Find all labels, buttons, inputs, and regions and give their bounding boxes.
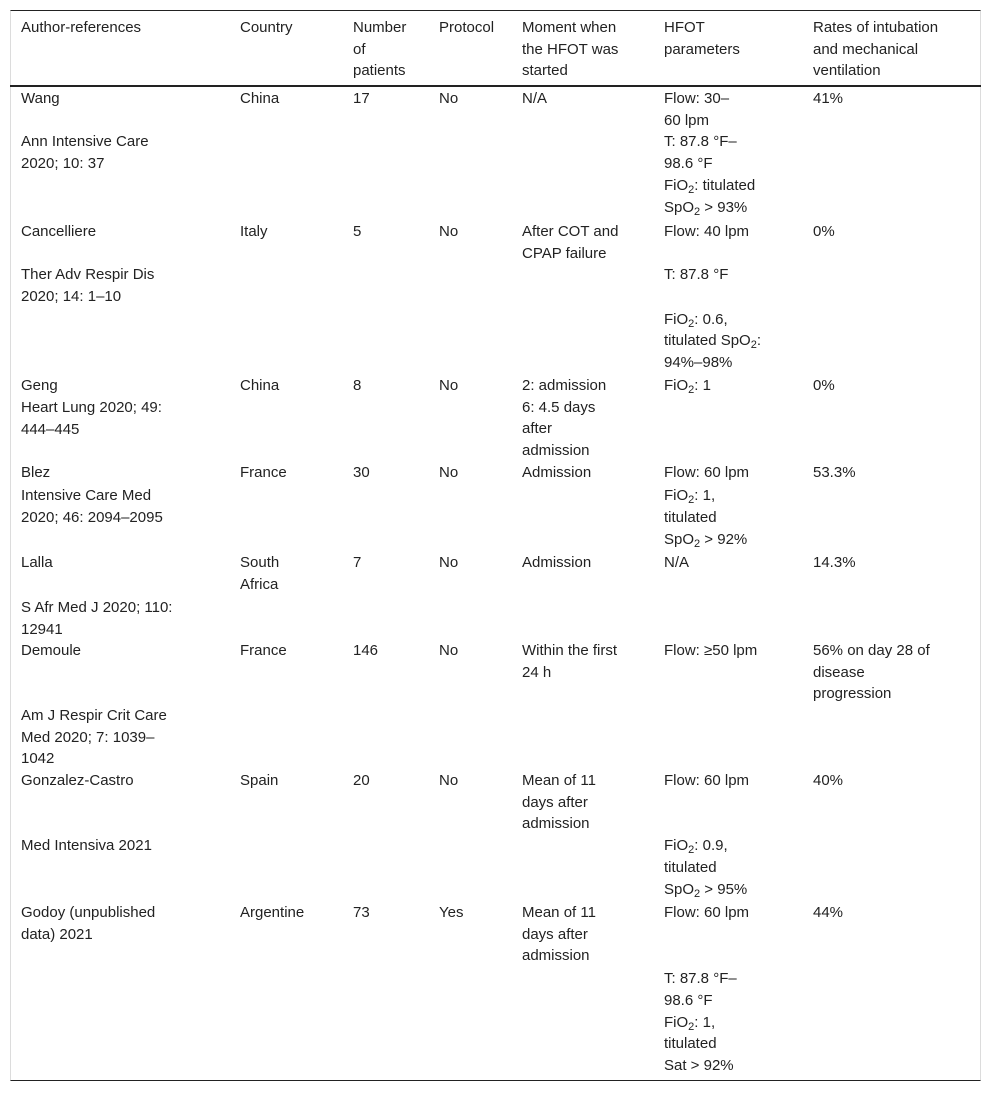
- moment-cell: Admission: [522, 464, 592, 481]
- rates-cell: 53.3%: [813, 464, 856, 481]
- rates-cell: 44%: [813, 904, 844, 921]
- author-reference: Heart Lung 2020; 49:: [21, 399, 162, 416]
- author-name: data) 2021: [21, 926, 93, 943]
- header-patients: of: [353, 40, 366, 58]
- moment-cell: admission: [522, 441, 590, 459]
- hfot-fio2: titulated: [664, 1035, 717, 1052]
- hfot-fio2: FiO$_2$: 0.9,: [664, 837, 728, 856]
- hfot-spo2: SpO$_2$ > 92%: [664, 531, 748, 550]
- hfot-flow: Flow: 30–: [664, 90, 730, 107]
- country-cell: France: [240, 642, 287, 659]
- author-name: Lalla: [21, 554, 53, 571]
- protocol-cell: Yes: [439, 904, 464, 921]
- rates-cell: 56% on day 28 of: [813, 642, 930, 659]
- moment-cell: 24 h: [522, 663, 552, 681]
- hfot-fio2: FiO$_2$: 0.6,: [664, 311, 728, 330]
- author-name: Godoy (unpublished: [21, 904, 156, 921]
- hfot-temperature: T: 87.8 °F: [664, 266, 729, 283]
- header-moment: the HFOT was: [522, 40, 619, 58]
- patients-cell: 7: [353, 554, 362, 571]
- country-cell: China: [240, 377, 280, 394]
- rates-cell: 40%: [813, 772, 844, 789]
- header-country: Country: [240, 19, 293, 36]
- author-name: Blez: [21, 464, 51, 481]
- author-reference: 444–445: [21, 420, 80, 438]
- protocol-cell: No: [439, 90, 459, 107]
- country-cell: Italy: [240, 223, 268, 240]
- rates-cell: disease: [813, 663, 865, 681]
- moment-cell: days after: [522, 925, 588, 943]
- hfot-temperature: 98.6 °F: [664, 154, 713, 172]
- header-moment: started: [522, 62, 568, 79]
- country-cell: France: [240, 464, 287, 481]
- author-reference: Ther Adv Respir Dis: [21, 266, 155, 283]
- moment-cell: Within the first: [522, 642, 618, 659]
- country-cell: South: [240, 554, 280, 571]
- protocol-cell: No: [439, 642, 459, 659]
- moment-cell: admission: [522, 815, 590, 832]
- hfot-flow: Flow: ≥50 lpm: [664, 642, 758, 659]
- hfot-fio2: titulated: [664, 859, 717, 876]
- hfot-flow: Flow: 40 lpm: [664, 223, 750, 240]
- hfot-temperature: 98.6 °F: [664, 991, 713, 1009]
- author-name: Gonzalez-Castro: [21, 772, 134, 789]
- author-reference: Med 2020; 7: 1039–: [21, 728, 155, 746]
- hfot-spo2: SpO$_2$ > 93%: [664, 199, 748, 218]
- hfot-fio2: titulated: [664, 509, 717, 526]
- hfot-fio2: FiO$_2$: 1: [664, 377, 711, 396]
- hfot-flow: Flow: 60 lpm: [664, 772, 750, 789]
- hfot-fio2: FiO$_2$: titulated: [664, 177, 756, 196]
- rates-cell: 14.3%: [813, 554, 856, 571]
- header-rates: ventilation: [813, 62, 881, 79]
- patients-cell: 17: [353, 90, 370, 107]
- patients-cell: 146: [353, 642, 379, 659]
- author-reference: Am J Respir Crit Care: [21, 707, 167, 724]
- moment-cell: after: [522, 420, 553, 437]
- hfot-flow: 60 lpm: [664, 111, 710, 129]
- hfot-flow: N/A: [664, 554, 690, 571]
- moment-cell: Mean of 11: [522, 904, 596, 921]
- author-name: Demoule: [21, 642, 82, 659]
- moment-cell: 2: admission: [522, 377, 607, 394]
- rates-cell: 41%: [813, 90, 844, 107]
- moment-cell: N/A: [522, 90, 548, 107]
- header-hfot: HFOT: [664, 19, 705, 36]
- rates-cell: progression: [813, 685, 892, 702]
- author-reference: Ann Intensive Care: [21, 133, 149, 150]
- protocol-cell: No: [439, 377, 459, 394]
- patients-cell: 30: [353, 464, 370, 481]
- moment-cell: Mean of 11: [522, 772, 596, 789]
- author-reference: Intensive Care Med: [21, 487, 152, 504]
- hfot-flow: Flow: 60 lpm: [664, 904, 750, 921]
- author-reference: 2020; 10: 37: [21, 154, 105, 172]
- author-name: Geng: [21, 377, 58, 394]
- patients-cell: 20: [353, 772, 370, 789]
- rates-cell: 0%: [813, 223, 835, 240]
- hfot-fio2: 94%–98%: [664, 354, 733, 371]
- hfot-temperature: T: 87.8 °F–: [664, 133, 737, 150]
- hfot-fio2: FiO$_2$: 1,: [664, 1014, 716, 1033]
- author-reference: S Afr Med J 2020; 110:: [21, 599, 173, 616]
- author-reference: 12941: [21, 620, 63, 638]
- moment-cell: After COT and: [522, 223, 619, 240]
- patients-cell: 73: [353, 904, 370, 921]
- protocol-cell: No: [439, 772, 459, 789]
- country-cell: Argentine: [240, 904, 305, 921]
- author-name: Wang: [21, 90, 60, 107]
- header-patients: patients: [353, 62, 406, 79]
- header-rates: and mechanical: [813, 40, 919, 58]
- patients-cell: 8: [353, 377, 362, 394]
- hfot-fio2: titulated SpO$_2$:: [664, 332, 762, 351]
- header-divider: [10, 85, 981, 87]
- country-cell: Spain: [240, 772, 279, 789]
- header-author: Author-references: [21, 19, 142, 36]
- hfot-flow: Flow: 60 lpm: [664, 464, 750, 481]
- author-reference: Med Intensiva 2021: [21, 837, 152, 854]
- hfot-temperature: T: 87.8 °F–: [664, 970, 737, 987]
- hfot-fio2: Sat > 92%: [664, 1057, 734, 1074]
- header-moment: Moment when: [522, 19, 617, 36]
- moment-cell: days after: [522, 793, 588, 811]
- protocol-cell: No: [439, 554, 459, 571]
- protocol-cell: No: [439, 223, 459, 240]
- hfot-spo2: SpO$_2$ > 95%: [664, 881, 748, 900]
- hfot-fio2: FiO$_2$: 1,: [664, 487, 716, 506]
- author-name: Cancelliere: [21, 223, 97, 240]
- moment-cell: Admission: [522, 554, 592, 571]
- moment-cell: 6: 4.5 days: [522, 398, 596, 416]
- moment-cell: admission: [522, 947, 590, 964]
- author-reference: 1042: [21, 750, 55, 767]
- header-patients: Number: [353, 19, 407, 36]
- header-rates: Rates of intubation: [813, 19, 939, 36]
- moment-cell: CPAP failure: [522, 244, 607, 262]
- author-reference: 2020; 14: 1–10: [21, 287, 122, 305]
- protocol-cell: No: [439, 464, 459, 481]
- country-cell: Africa: [240, 575, 279, 593]
- country-cell: China: [240, 90, 280, 107]
- author-reference: 2020; 46: 2094–2095: [21, 508, 163, 526]
- header-protocol: Protocol: [439, 19, 495, 36]
- patients-cell: 5: [353, 223, 362, 240]
- rates-cell: 0%: [813, 377, 835, 394]
- header-hfot: parameters: [664, 40, 740, 58]
